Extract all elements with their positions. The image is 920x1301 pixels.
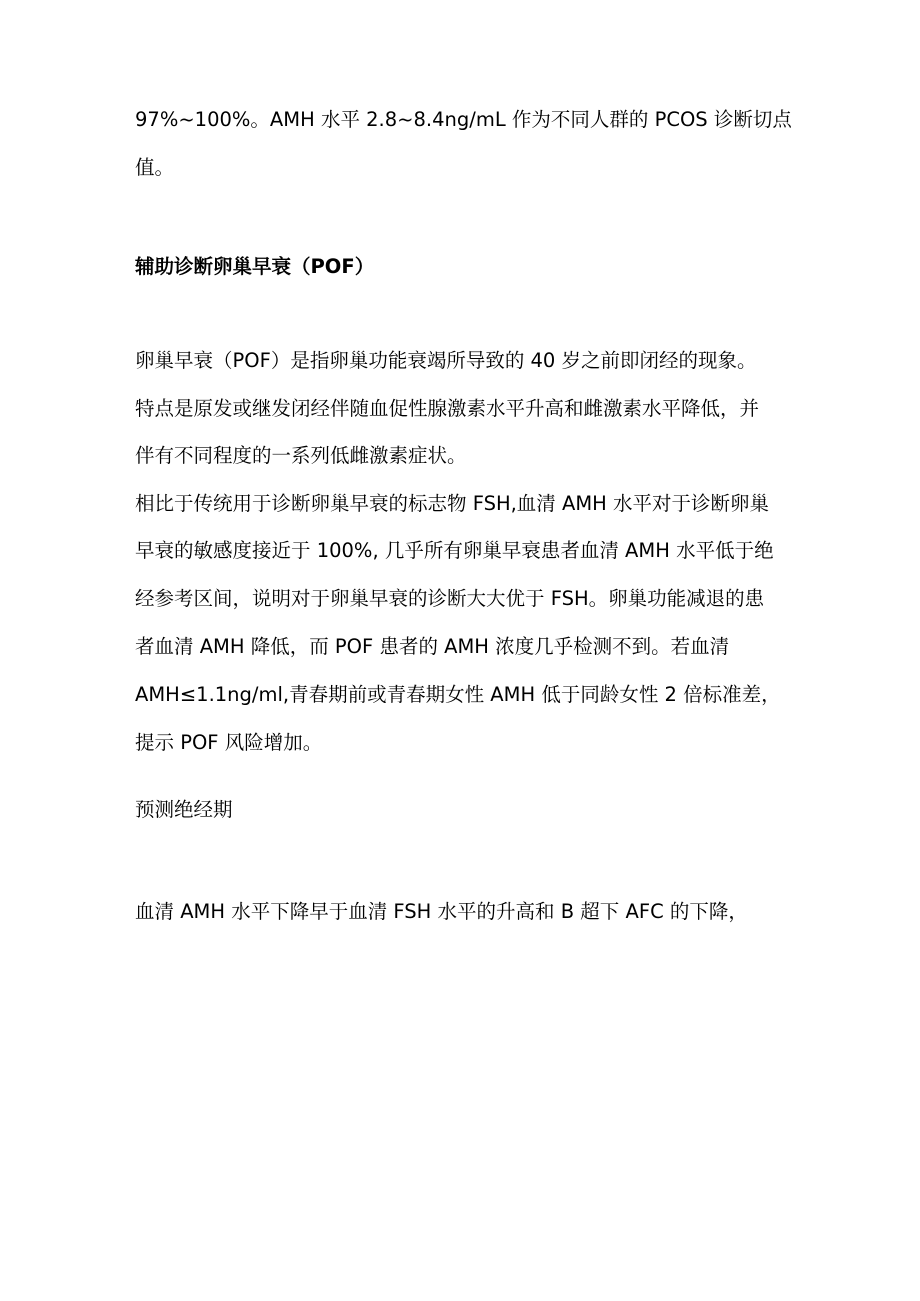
paragraph-line: 经参考区间，说明对于卵巢早衰的诊断大大优于 FSH。卵巢功能减退的患 [135, 587, 765, 610]
paragraph-line: 特点是原发或继发闭经伴随血促性腺激素水平升高和雌激素水平降低，并 [135, 397, 760, 420]
paragraph-line: 提示 POF 风险增加。 [135, 731, 323, 754]
paragraph-line: 早衰的敏感度接近于 100%, 几乎所有卵巢早衰患者血清 AMH 水平低于绝 [135, 539, 774, 562]
paragraph-line: 值。 [135, 156, 175, 179]
paragraph-line: 97%~100%。AMH 水平 2.8~8.4ng/mL 作为不同人群的 PCOS 诊断切点 [135, 108, 792, 131]
paragraph-line: AMH≤1.1ng/ml,青春期前或青春期女性 AMH 低于同龄女性 2 倍标准差， [135, 683, 781, 706]
paragraph-line: 伴有不同程度的一系列低雌激素症状。 [135, 444, 467, 467]
paragraph-line: 卵巢早衰（POF）是指卵巢功能衰竭所导致的 40 岁之前即闭经的现象。 [135, 349, 757, 372]
paragraph-line: 者血清 AMH 降低，而 POF 患者的 AMH 浓度几乎检测不到。若血清 [135, 635, 730, 658]
section-heading-pof: 辅助诊断卵巢早衰（POF） [135, 255, 375, 278]
paragraph-line: 相比于传统用于诊断卵巢早衰的标志物 FSH,血清 AMH 水平对于诊断卵巢 [135, 492, 770, 515]
section-heading-menopause: 预测绝经期 [135, 798, 233, 821]
paragraph-line: 血清 AMH 水平下降早于血清 FSH 水平的升高和 B 超下 AFC 的下降， [135, 900, 748, 923]
